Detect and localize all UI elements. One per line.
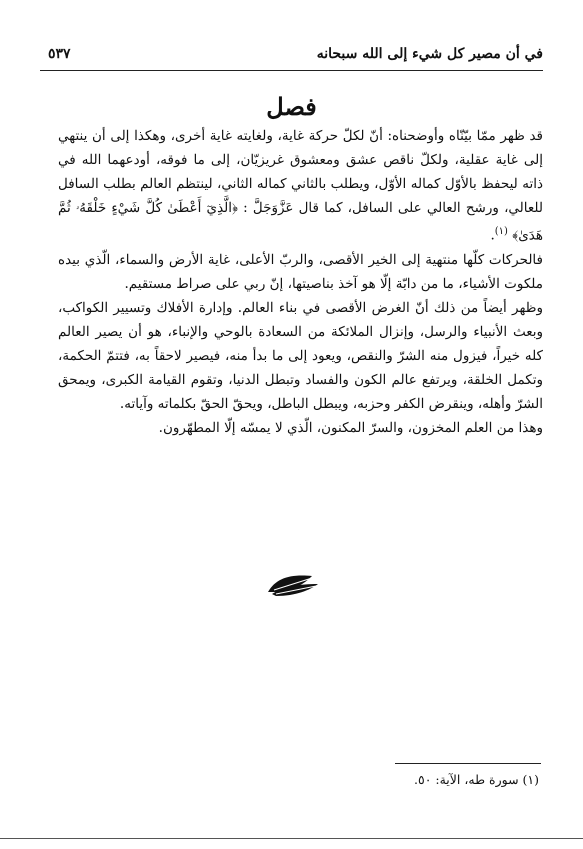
paragraph-1: قد ظهر ممّا بيّنّاه وأوضحناه: أنّ لكلّ حركة غاية، ولغايته غاية أخرى، وهكذا إلى أن ينتهي إلى غاية عقلية، ولكلّ ناقص عشق ومعشوق غريزيّان، إلى ما فوقه، أودعهما الله في ذاته ليحفظ بالأوّل كماله الأوّل، ويطلب بالثاني كماله الثاني، لينتظم العالم بطلب السافل للعالي، ورشح العالي على السافل، كما قال عَزَّوَجَلَّ : ﴿الَّذِيٓ أَعْطَىٰ كُلَّ شَيْءٍ خَلْقَهُۥ ثُمَّ هَدَىٰ﴾ $^{(١)}$. <box>58 128 543 244</box>
paragraph-1-text: قد ظهر ممّا بيّنّاه وأوضحناه: أنّ لكلّ حركة غاية، ولغايته غاية أخرى، وهكذا إلى أن ينتهي إلى غاية عقلية، ولكلّ ناقص عشق ومعشوق غريزيّان، إلى ما فوقه، أودعهما الله في ذاته ليحفظ بالأوّل كماله الأوّل، ويطلب بالثاني كماله الثاني، لينتظم العالم بطلب السافل للعالي، ورشح العالي على السافل، كما قال عَزَّوَجَلَّ : ﴿الَّذِيٓ أَعْطَىٰ كُلَّ شَيْءٍ خَلْقَهُۥ ثُمَّ هَدَىٰ﴾ <box>58 128 543 244</box>
body-text <box>58 124 543 440</box>
footnote: (١) سورة طه، الآية: ٥٠. <box>414 772 539 787</box>
page-number: ٥٣٧ <box>48 46 71 62</box>
paragraph-3: وظهر أيضاً من ذلك أنّ الغرض الأقصى في بناء العالم. وإدارة الأفلاك وتسيير الكواكب، وبعث الأنبياء والرسل، وإنزال الملائكة من السعادة بالوحي والإنباء، هو أن يصير العالم كله خيراً، فيزول منه الشرّ والنقص، ويعود إلى ما بدأ منه، فيصير لاحقاً به، فتتمّ الحكمة، وتكمل الخلقة، ويرتفع عالم الكون والفساد وتبطل الدنيا، وتقوم القيامة الكبرى، ويمحق الشرّ وأهله، وينقرض الكفر وحزبه، ويبطل الباطل، ويحقّ الحقّ بكلماته وآياته. <box>58 299 543 412</box>
section-title: فصل <box>266 92 317 121</box>
footnote-rule <box>395 763 541 764</box>
footnote-marker: (١) <box>494 226 508 237</box>
running-header-title: في أن مصير كل شيء إلى الله سبحانه <box>316 46 543 62</box>
ornament-icon <box>262 568 322 598</box>
paragraph-2: فالحركات كلّها منتهية إلى الخير الأقصى، والربّ الأعلى، غاية الأرض والسماء، الّذي بيده ملكوت الأشياء، ما من دابّة إلّا هو آخذ بناصيتها، إنّ ربي على صراط مستقيم. <box>58 251 543 292</box>
running-header <box>40 42 543 68</box>
header-rule <box>40 70 543 71</box>
bottom-rule <box>0 838 583 839</box>
paragraph-4: وهذا من العلم المخزون، والسرّ المكنون، الّذي لا يمسّه إلّا المطهّرون. <box>158 419 543 436</box>
